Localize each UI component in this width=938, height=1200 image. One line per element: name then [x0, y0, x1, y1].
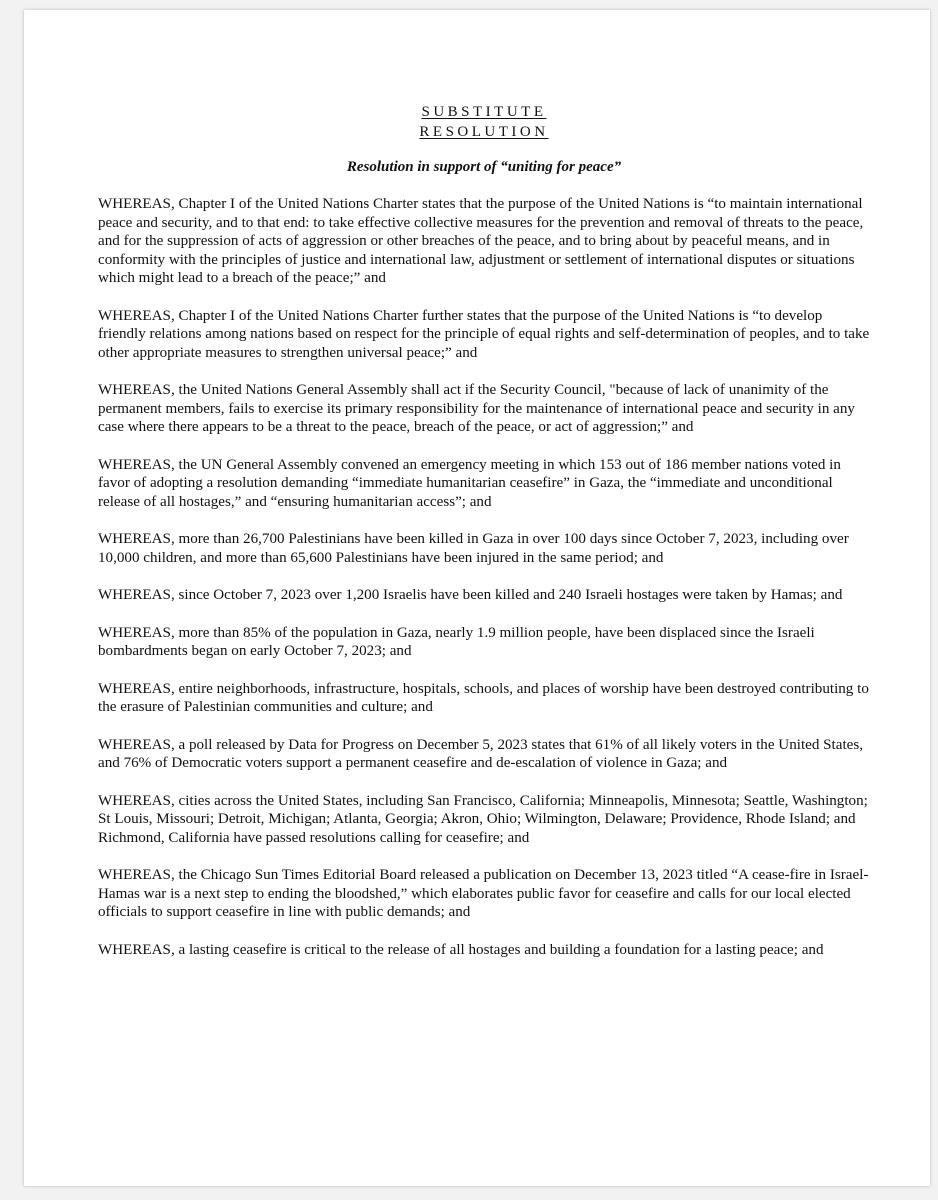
- document-page: [24, 10, 930, 1186]
- whereas-clause: WHEREAS, more than 26,700 Palestinians have been killed in Gaza in over 100 days since October 7, 2023, including over 10,000 children, and more than 65,600 Palestinians have been injured in the same period; and: [98, 531, 849, 566]
- resolution-subtitle: Resolution in support of “uniting for peace”: [346, 159, 622, 175]
- whereas-clause: WHEREAS, cities across the United States, including San Francisco, California; Minneapolis, Minnesota; Seattle, Washington; St Louis, Missouri; Detroit, Michigan; Atlanta, Georgia; Akron, Ohio; Wilmington, Delaware; Providence, Rhode Island; and Richmond, California have passed resolutions calling for ceasefire; and: [98, 792, 868, 846]
- whereas-clause: WHEREAS, the Chicago Sun Times Editorial Board released a publication on December 13, 2023 titled “A cease-fire in Israel-Hamas war is a next step to ending the bloodshed,” which elaborates public favor for ceasefire and calls for our local elected officials to support ceasefire in line with public demands; and: [98, 867, 869, 920]
- whereas-clause: WHEREAS, entire neighborhoods, infrastructure, hospitals, schools, and places of worship have been destroyed contributing to the erasure of Palestinian communities and culture; and: [98, 680, 869, 715]
- whereas-clauses: [98, 195, 870, 959]
- whereas-clause: WHEREAS, the UN General Assembly convened an emergency meeting in which 153 out of 186 member nations voted in favor of adopting a resolution demanding “immediate humanitarian ceasefire” in Gaza, the “immediate and unconditional release of all hostages,” and “ensuring humanitarian access”; and: [98, 456, 841, 510]
- whereas-clause: WHEREAS, Chapter I of the United Nations Charter further states that the purpose of the United Nations is “to develop friendly relations among nations based on respect for the principle of equal rights and self-determination of peoples, and to take other appropriate measures to strengthen universal peace;” and: [98, 307, 870, 361]
- whereas-clause: WHEREAS, the United Nations General Assembly shall act if the Security Council, "because of lack of unanimity of the permanent members, fails to exercise its primary responsibility for the maintenance of international peace and security in any case where there appears to be a threat to the peace, breach of the peace, or act of aggression;” and: [98, 382, 855, 435]
- whereas-clause: WHEREAS, a poll released by Data for Progress on December 5, 2023 states that 61% of all likely voters in the United States, and 76% of Democratic voters support a permanent ceasefire and de-escalation of violence in Gaza; and: [98, 736, 863, 771]
- heading-line-1: SUBSTITUTE: [421, 104, 547, 120]
- document-heading: [98, 102, 870, 142]
- heading-line-2: RESOLUTION: [419, 124, 549, 140]
- whereas-clause: WHEREAS, more than 85% of the population in Gaza, nearly 1.9 million people, have been displaced since the Israeli bombardments began on early October 7, 2023; and: [98, 624, 815, 659]
- whereas-clause: WHEREAS, Chapter I of the United Nations Charter states that the purpose of the United Nations is “to maintain international peace and security, and to that end: to take effective collective measures for the prevention and removal of threats to the peace, and for the suppression of acts of aggression or other breaches of the peace, and to bring about by peaceful means, and in conformity with the principles of justice and international law, adjustment or settlement of international disputes or situations which might lead to a breach of the peace;” and: [98, 196, 864, 286]
- whereas-clause: WHEREAS, since October 7, 2023 over 1,200 Israelis have been killed and 240 Israeli hostages were taken by Hamas; and: [98, 587, 843, 603]
- whereas-clause: WHEREAS, a lasting ceasefire is critical to the release of all hostages and building a foundation for a lasting peace; and: [98, 941, 824, 958]
